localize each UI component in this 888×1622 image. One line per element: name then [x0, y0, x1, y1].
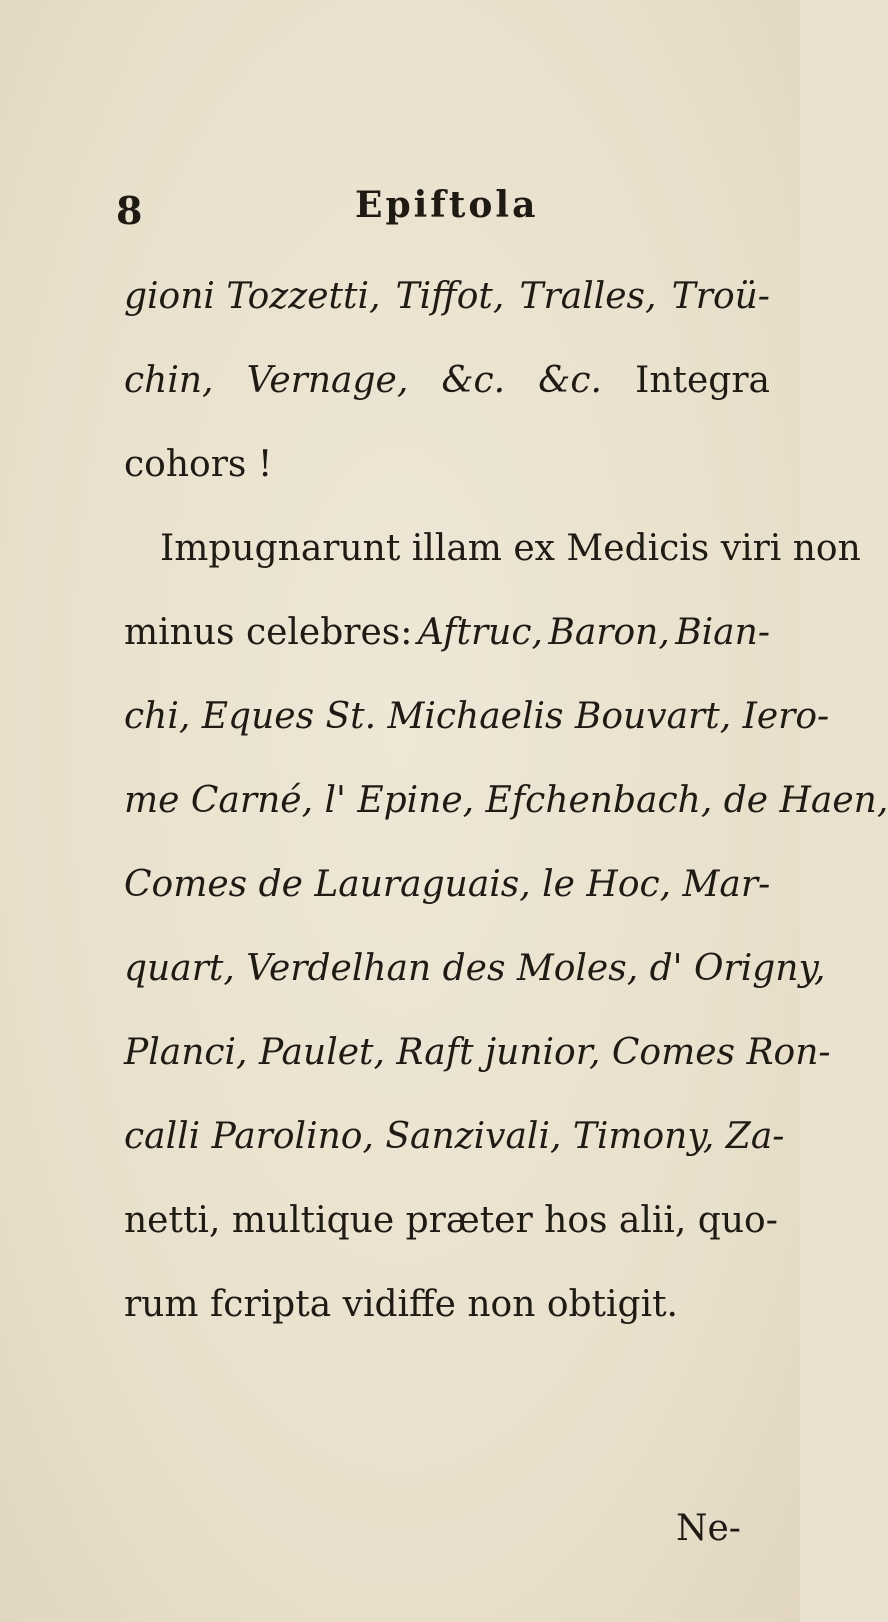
text-line-1: gioni Tozzetti, Tiffot, Tralles, Troü-	[124, 276, 770, 317]
text-line-2: chin, Vernage, &c. &c. Integra	[124, 360, 770, 401]
text-line-3: cohors !	[124, 444, 273, 485]
catchword: Ne-	[676, 1508, 741, 1549]
text-line-8: Comes de Lauraguais, le Hoc, Mar-	[124, 864, 771, 905]
page-header	[0, 178, 800, 238]
text-line-11: calli Parolino, Sanzivali, Timony, Za-	[124, 1116, 785, 1157]
page-number: 8	[116, 188, 143, 233]
text-line-4: Impugnarunt illam ex Medicis viri non	[160, 528, 861, 569]
text-line-6: chi, Eques St. Michaelis Bouvart, Iero-	[124, 696, 830, 737]
text-line-7: me Carné, l' Epine, Efchenbach, de Haen,	[124, 780, 888, 821]
text-line-12: netti, multique præter hos alii, quo-	[124, 1200, 778, 1241]
text-line-10: Planci, Paulet, Raft junior, Comes Ron-	[124, 1032, 831, 1073]
text-line-5: minus celebres: Aftruc, Baron, Bian-	[124, 612, 770, 653]
text-line-13: rum fcripta vidiffe non obtigit.	[124, 1284, 678, 1325]
running-head: Epiftola	[355, 184, 539, 226]
text-line-9: quart, Verdelhan des Moles, d' Origny,	[124, 948, 826, 989]
